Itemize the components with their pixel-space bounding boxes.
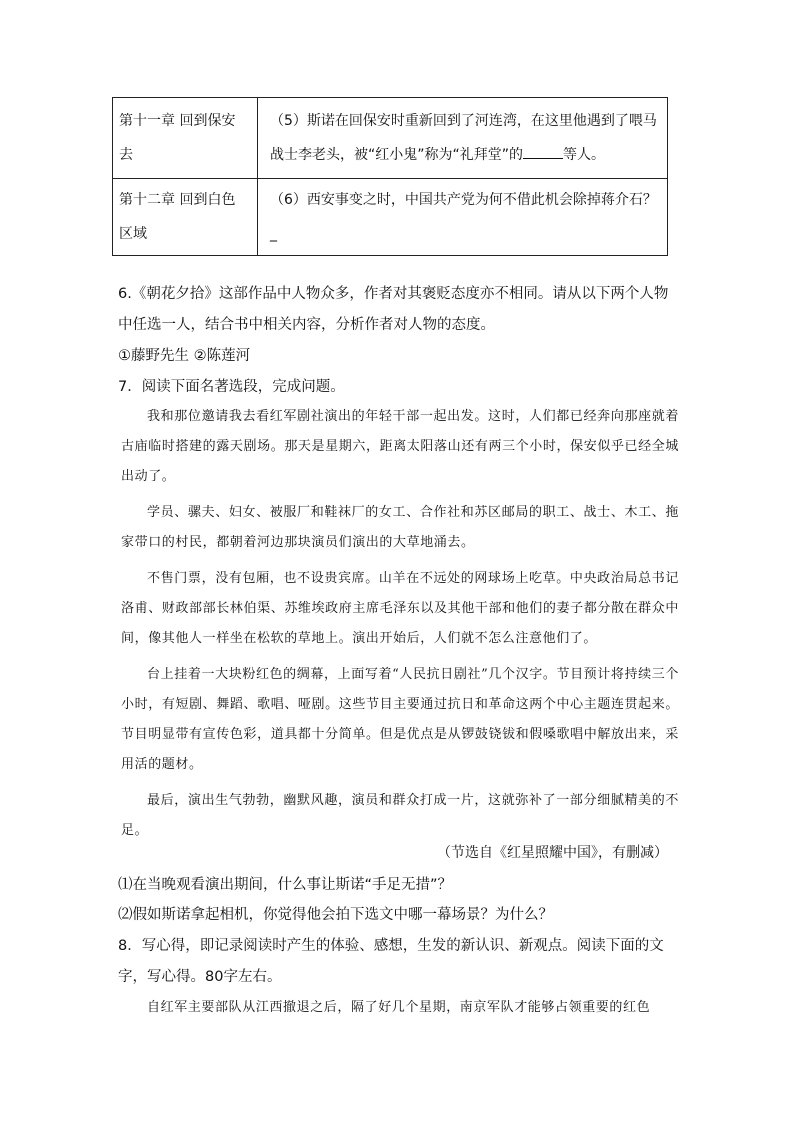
question-6-options: ①藤野先生 ②陈莲河 bbox=[118, 348, 251, 364]
excerpt-passage bbox=[121, 402, 679, 852]
excerpt-passage-2 bbox=[121, 993, 679, 1029]
question-text: （5）斯诺在回保安时重新回到了河连湾，在这里他遇到了喂马战士李老头，被“红小鬼”称为“礼拜堂”的 bbox=[270, 113, 657, 163]
excerpt-paragraph: 学员、骡夫、妇女、被服厂和鞋袜厂的女工、合作社和苏区邮局的职工、战士、木工、拖家带口的村民，都朝着河边那块演员们演出的大草地涌去。 bbox=[121, 505, 679, 550]
question-text: （6）西安事变之时，中国共产党为何不借此机会除掉蒋介石？ bbox=[270, 192, 657, 208]
table-row bbox=[113, 98, 668, 179]
chapter-cell: 第十二章 回到白色区域 bbox=[113, 179, 258, 256]
question-text-end: 等人。 bbox=[563, 147, 606, 163]
question-cell bbox=[258, 179, 668, 256]
excerpt-paragraph: 台上挂着一大块粉红色的绸幕，上面写着“人民抗日剧社”几个汉字。节目预计将持续三个小时，有短剧、舞蹈、歌唱、哑剧。这些节目主要通过抗日和革命这两个中心主题连贯起来。节目明显带有宣传色彩，道具都十分简单。但是优点是从锣鼓铙钹和假嗓歌唱中解放出来，采用活的题材。 bbox=[121, 667, 679, 772]
excerpt-paragraph: 最后，演出生气勃勃，幽默风趣，演员和群众打成一片，这就弥补了一部分细腻精美的不足。 bbox=[121, 793, 679, 838]
answer-blank-mark: _ bbox=[270, 226, 277, 242]
table-row bbox=[113, 179, 668, 256]
excerpt-paragraph: 我和那位邀请我去看红军剧社演出的年轻干部一起出发。这时，人们都已经奔向那座就着古庙临时搭建的露天剧场。那天是星期六，距离太阳落山还有两三个小时，保安似乎已经全城出动了。 bbox=[121, 409, 679, 484]
answer-blank[interactable] bbox=[523, 144, 563, 159]
sub-question-2: ⑵假如斯诺拿起相机，你觉得他会拍下选文中哪一幕场景？为什么？ bbox=[118, 907, 553, 923]
excerpt-paragraph: 不售门票，没有包厢，也不设贵宾席。山羊在不远处的网球场上吃草。中央政治局总书记洛甫、财政部部长林伯渠、苏维埃政府主席毛泽东以及其他干部和他们的妻子都分散在群众中间，像其他人一样坐在松软的草地上。演出开始后，人们就不怎么注意他们了。 bbox=[121, 571, 679, 646]
chapter-question-table bbox=[112, 97, 668, 256]
excerpt-paragraph: 自红军主要部队从江西撤退之后，隔了好几个星期，南京军队才能够占领重要的红色 bbox=[147, 1000, 651, 1015]
chapter-cell: 第十一章 回到保安去 bbox=[113, 98, 258, 179]
question-cell bbox=[258, 98, 668, 179]
sub-question-1: ⑴在当晚观看演出期间，什么事让斯诺“手足无措”？ bbox=[118, 877, 453, 893]
excerpt-source: （节选自《红星照耀中国》，有删减） bbox=[437, 845, 668, 861]
question-6: 6.《朝花夕拾》这部作品中人物众多，作者对其褒贬态度亦不相同。请从以下两个人物中任选一人，结合书中相关内容，分析作者对人物的态度。 bbox=[118, 286, 669, 333]
question-8: 8．写心得，即记录阅读时产生的体验、感想，生发的新认识、新观点。阅读下面的文字，写心得。80字左右。 bbox=[118, 938, 664, 985]
question-7: 7．阅读下面名著选段，完成问题。 bbox=[118, 379, 345, 395]
